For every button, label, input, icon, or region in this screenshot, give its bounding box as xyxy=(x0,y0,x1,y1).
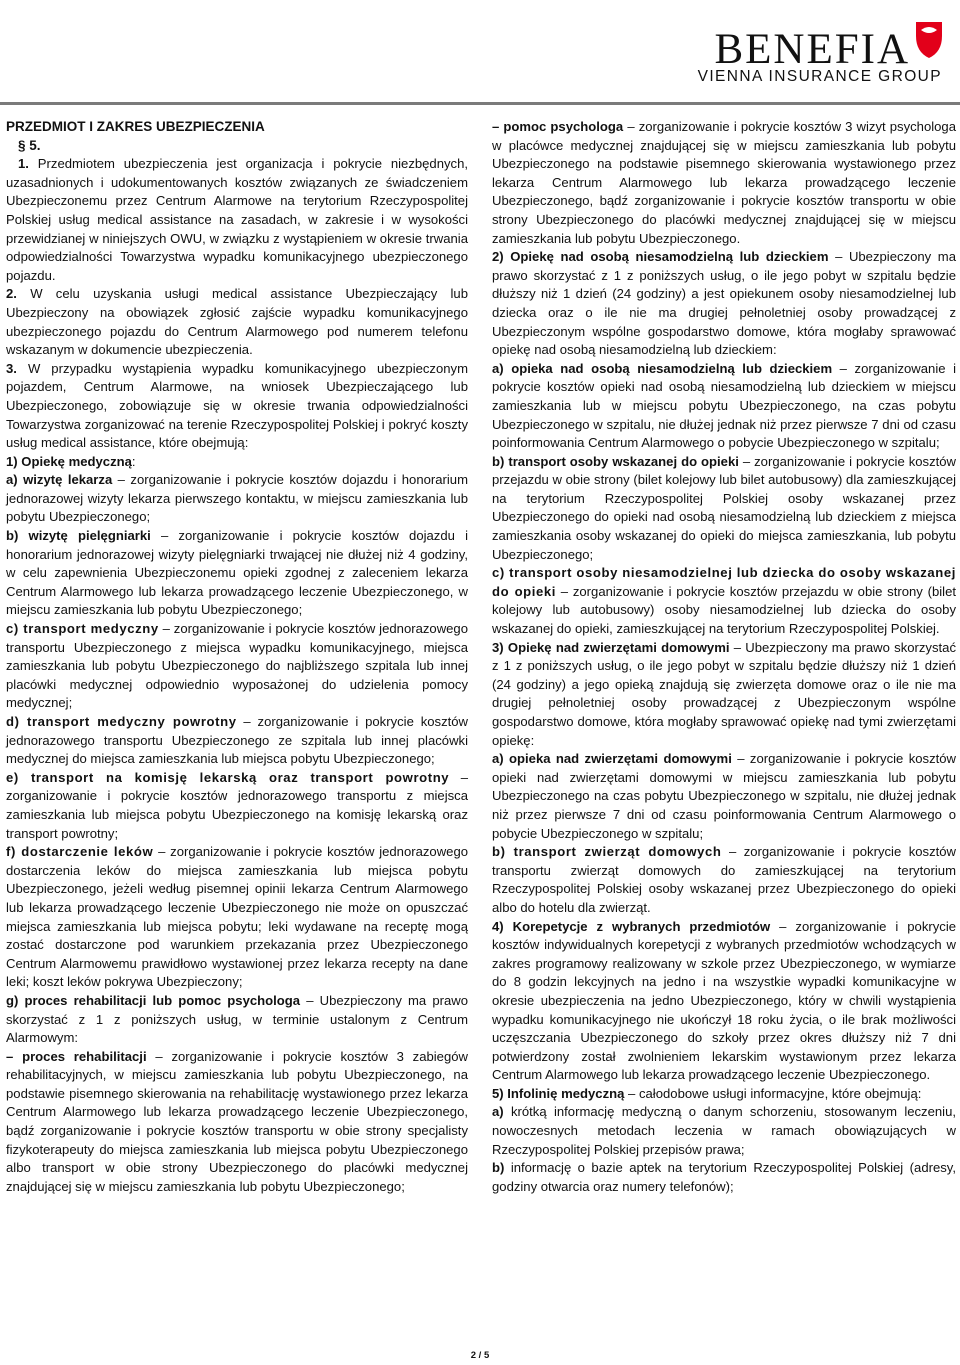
item-dependent-care: a) opieka nad osobą niesamodzielną lub dzieckiem – zorganizowanie i pokrycie kosztów opieki nad osobą niesamodzielną lub dzieckiem w miejscu zamieszkania lub w miejscu pobytu Ubezpieczonego, na czas pobytu Ubezpieczonego w szpitalu, nie dłużej jednak niż przez pierwsze 7 dni od czasu poinformowania Centrum Alarmowego o pobycie Ubezpieczonego w szpitalu; xyxy=(492,360,956,451)
heading-medical-care: 1) Opiekę medyczną: xyxy=(6,453,136,469)
item-nurse-visit: b) wizytę pielęgniarki – zorganizowanie i pokrycie kosztów dojazdu i honorarium jednorazowej wizyty pielęgniarki trwającej nie dłużej niż 4 godziny, w celu zapewnienia Ubezpieczonemu opieki zgodnej z zaleceniem lekarza Centrum Alarmowego lub lekarza prowadzącego leczenie Ubezpieczonego, w miejscu zamieszkania lub pobytu Ubezpieczonego; xyxy=(6,528,468,618)
heading-medical-hotline: 5) Infolinię medyczną – całodobowe usługi informacyjne, które obejmują: xyxy=(492,1085,922,1101)
benefia-logo xyxy=(697,6,946,88)
item-medical-info: a) krótką informację medyczną o danym schorzeniu, stosowanym leczeniu, nowoczesnych metodach leczenia w ramach obowiązujących w Rzeczypospolitej Polskiej przepisów prawa; xyxy=(492,1104,956,1157)
item-return-transport: d) transport medyczny powrotny – zorganizowanie i pokrycie kosztów jednorazowego transportu Ubezpieczonego ze szpitala lub innej placówki medycznej do miejsca zamieszkania lub miejsca pobytu Ubezpieczonego; xyxy=(6,714,468,767)
section-title: PRZEDMIOT I ZAKRES UBEZPIECZENIA xyxy=(6,119,265,134)
item-pet-care: a) opieka nad zwierzętami domowymi – zorganizowanie i pokrycie kosztów opieki nad zwierzętami domowymi w miejscu zamieszkania lub pobytu Ubezpieczonego na czas pobytu Ubezpieczonego w szpitalu, nie dłużej jednak niż przez pierwsze 7 dni od czasu poinformowania Centrum Alarmowego o pobycie Ubezpieczonego w szpitalu; xyxy=(492,751,957,841)
page-number: 2 / 5 xyxy=(470,1350,490,1361)
brand-subtitle: VIENNA INSURANCE GROUP xyxy=(697,68,942,85)
right-column xyxy=(492,118,956,1196)
brand-name: BENEFIA xyxy=(714,26,910,73)
heading-dependent-care: 2) Opiekę nad osobą niesamodzielną lub dzieckiem – Ubezpieczony ma prawo skorzystać z 1 z poniższych usług, o ile jego pobyt w szpitalu będzie dłuższy niż 1 dzień (24 godziny) a jest opiekunem osoby niesamodzielnej lub dziecka oraz o ile nie ma drugiej pełnoletniej osoby prowadzącej z Ubezpieczonym wspólne gospodarstwo domowe, która mogłaby sprawować opiekę nad osobą niesamodzielną lub dzieckiem: xyxy=(492,249,956,358)
item-psychologist: – pomoc psychologa – zorganizowanie i pokrycie kosztów 3 wizyt psychologa w placówce medycznej znajdującej się w miejscu zamieszkania lub pobytu Ubezpieczonego na podstawie pisemnego skierowania wystawionego przez lekarza Centrum Alarmowego lub lekarza prowadzącego leczenie Ubezpieczonego, bądź zorganizowanie i pokrycie kosztów transportu w obie strony Ubezpieczonego do placówki medycznej znajdującej się w miejscu zamieszkania lub pobytu Ubezpieczonego. xyxy=(492,119,956,246)
item-caregiver-transport: b) transport osoby wskazanej do opieki – zorganizowanie i pokrycie kosztów przejazdu w obie strony (bilet kolejowy lub bilet autobusowy) dla zamieszkującej na terytorium Rzeczypospolitej Polskiej osoby wskazanej przez Ubezpieczonego do opieki nad osobą niesamodzielną lub dzieckiem z miejsca zamieszkania osoby wskazanej do opieki do miejsca zamieszkania, lub pobytu Ubezpieczonego; xyxy=(492,453,956,562)
item-rehabilitation: g) proces rehabilitacji lub pomoc psychologa – Ubezpieczony ma prawo skorzystać z 1 z poniższych usług, w terminie ustalonym z Centrum Alarmowym: xyxy=(6,992,468,1046)
paragraph-2: 2. W celu uzyskania usługi medical assistance Ubezpieczający lub Ubezpieczony na obowiązek zgłosić zajście wypadku komunikacyjnego ubezpieczonego pojazdu do Centrum Alarmowego pod numerem telefonu wskazanym w dokumencie ubezpieczenia. xyxy=(6,286,468,358)
item-medical-transport: c) transport medyczny – zorganizowanie i pokrycie kosztów jednorazowego transportu Ubezpieczonego z miejsca wypadku komunikacyjnego, miejsca zamieszkania lub pobytu Ubezpieczonego do najbliższego szpitala lub innej placówki medycznej odpowiednio wyposażonej do udzielenia pomocy medycznej; xyxy=(6,621,468,711)
brand-mark-icon xyxy=(912,20,946,60)
section-number: § 5. xyxy=(18,137,41,153)
item-medicine-delivery: f) dostarczenie leków – zorganizowanie i pokrycie kosztów jednorazowego dostarczenia leków do miejsca zamieszkania lub miejsca pobytu Ubezpieczonego, jeżeli według pisemnej opinii lekarza Centrum Alarmowego lub lekarza prowadzącego leczenie Ubezpieczonego nie może on opuszczać miejsca zamieszkania lub miejsca pobytu; leki wydawane na receptę mogą zostać dostarczone pod warunkiem przekazania przez Ubezpieczonego Centrum Alarmowemu prawidłowo wystawionej przez lekarza recepty na dane leki; koszt leków pokrywa Ubezpieczony; xyxy=(6,844,469,990)
item-commission-transport: e) transport na komisję lekarską oraz transport powrotny – zorganizowanie i pokrycie kosztów jednorazowego transportu z miejsca zamieszkania lub miejsca pobytu Ubezpieczonego na komisję lekarską oraz transport powrotny; xyxy=(6,769,468,841)
item-pet-transport: b) transport zwierząt domowych – zorganizowanie i pokrycie kosztów transportu zwierząt domowych do zamieszkującej na terytorium Rzeczypospolitej Polskiej osoby wskazanej przez Ubezpieczonego do opieki albo do hotelu dla zwierząt. xyxy=(492,844,956,915)
header-divider xyxy=(0,102,960,105)
item-pharmacy-info: b) informację o bazie aptek na terytorium Rzeczypospolitej Polskiej (adresy, godziny otwarcia oraz numery telefonów); xyxy=(492,1160,956,1194)
paragraph-1: 1. Przedmiotem ubezpieczenia jest organizacja i pokrycie niezbędnych, uzasadnionych i udokumentowanych kosztów związanych ze świadczeniem Ubezpieczonemu przez Centrum Alarmowe na terytorium Rzeczypospolitej Polskiej usług medical assistance na zasadach, w zakresie i w wysokości przewidzianej w niniejszych OWU, w związku z wystąpieniem w okresie trwania odpowiedzialności Towarzystwa wypadku komunikacyjnego ubezpieczonego pojazdu. xyxy=(6,156,469,283)
item-rehabilitation-process: – proces rehabilitacji – zorganizowanie i pokrycie kosztów 3 zabiegów rehabilitacyjnych, w miejscu zamieszkania lub pobytu Ubezpieczonego, na podstawie pisemnego skierowania na rehabilitację wystawionego przez lekarza Centrum Alarmowego lub lekarza prowadzącego leczenie Ubezpieczonego, bądź zorganizowanie i pokrycie kosztów transportu w obie strony specjalisty fizykoterapeuty do miejsca zamieszkania lub miejsca pobytu Ubezpieczonego albo transport w obie strony Ubezpieczonego do placówki medycznej znajdującej się w miejscu zamieszkania lub pobytu Ubezpieczonego; xyxy=(6,1048,468,1194)
heading-pet-care: 3) Opiekę nad zwierzętami domowymi – Ubezpieczony ma prawo skorzystać z 1 z poniższych usług, o ile jego pobyt w szpitalu będzie dłuższy niż 1 dzień (24 godziny) a jego opieką znajdują się zwierzęta domowe oraz o ile nie ma drugiej pełnoletniej osoby prowadzącej z Ubezpieczonym wspólne gospodarstwo domowe, która mogłaby sprawować opiekę nad tymi zwierzętami opiekę: xyxy=(492,639,956,748)
item-dependent-transport: c) transport osoby niesamodzielnej lub dziecka do osoby wskazanej do opieki – zorganizowanie i pokrycie kosztów przejazdu w obie strony (bilet kolejowy lub autobusowy) osoby niesamodzielnej lub dziecka do osoby wskazanej do opieki, zamieszkującej na terytorium Rzeczypospolitej Polskiej. xyxy=(492,565,956,637)
heading-tutoring: 4) Korepetycje z wybranych przedmiotów – zorganizowanie i pokrycie kosztów indywidualnych korepetycji z wybranych przedmiotów wchodzących w zakres programowy realizowany w szkole przez Ubezpieczonego, w wymiarze do 8 godzin lekcyjnych na jedno i na wszystkie wypadki komunikacyjne w okresie ubezpieczenia na jedno Ubezpieczonego, który w chwili wystąpienia wypadku komunikacyjnego nie ukończył 18 roku życia, o ile brak możliwości uczęszczania Ubezpieczonego do szkoły przez okres dłuższy niż 7 dni potwierdzony został zwolnieniem lekarskim wystawionym przez lekarza Centrum Alarmowego lub lekarza prowadzącego leczenie Ubezpieczonego. xyxy=(492,918,957,1083)
paragraph-3: 3. W przypadku wystąpienia wypadku komunikacyjnego ubezpieczonym pojazdem, Centrum Alarmowe, na wniosek Ubezpieczającego lub Ubezpieczonego, zobowiązuje się w okresie trwania odpowiedzialności Towarzystwa zorganizować na terenie Rzeczypospolitej Polskiej i pokryć koszty usług medical assistance, które obejmują: xyxy=(6,360,469,451)
left-column xyxy=(6,118,468,1196)
item-doctor-visit: a) wizytę lekarza – zorganizowanie i pokrycie kosztów dojazdu i honorarium jednorazowej wizyty lekarza pierwszego kontaktu, w miejscu zamieszkania lub pobytu Ubezpieczonego; xyxy=(6,472,468,525)
